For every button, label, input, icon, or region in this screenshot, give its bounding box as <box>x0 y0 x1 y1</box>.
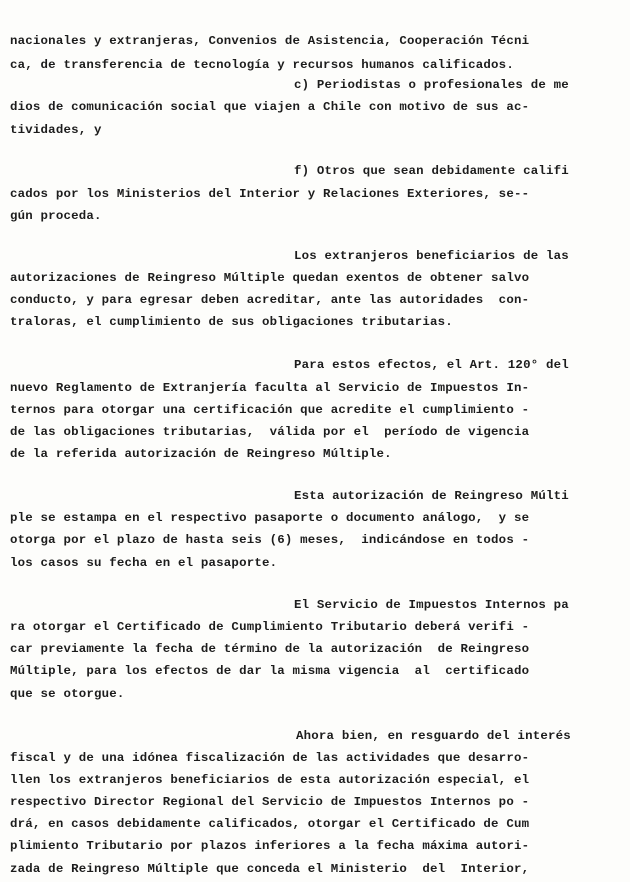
text-line: dios de comunicación social que viajen a Chile con motivo de sus ac- <box>10 100 530 114</box>
text-line: Esta autorización de Reingreso Múlti <box>294 489 569 503</box>
text-line: traloras, el cumplimiento de sus obligaciones tributarias. <box>10 315 453 329</box>
text-line: de las obligaciones tributarias, válida por el período de vigencia <box>10 425 530 439</box>
text-line: los casos su fecha en el pasaporte. <box>10 556 278 570</box>
text-line: drá, en casos debidamente calificados, otorgar el Certificado de Cum <box>10 817 530 831</box>
text-line: Para estos efectos, el Art. 120° del <box>294 358 569 372</box>
text-line: conducto, y para egresar deben acreditar, ante las autoridades con- <box>10 293 530 307</box>
text-line: Ahora bien, en resguardo del interés <box>296 729 571 743</box>
text-line: f) Otros que sean debidamente califi <box>294 164 569 178</box>
text-line: que se otorgue. <box>10 687 125 701</box>
text-line: tividades, y <box>10 123 102 137</box>
text-line: de la referida autorización de Reingreso Múltiple. <box>10 447 392 461</box>
text-line: gún proceda. <box>10 209 102 223</box>
text-line: c) Periodistas o profesionales de me <box>294 78 569 92</box>
text-line: cados por los Ministerios del Interior y Relaciones Exteriores, se-- <box>10 187 530 201</box>
text-line: nuevo Reglamento de Extranjería faculta al Servicio de Impuestos In- <box>10 381 530 395</box>
text-line: fiscal y de una idónea fiscalización de las actividades que desarro- <box>10 751 530 765</box>
text-line: respectivo Director Regional del Servicio de Impuestos Internos po - <box>10 795 530 809</box>
text-line: plimiento Tributario por plazos inferiores a la fecha máxima autori- <box>10 839 530 853</box>
text-line: zada de Reingreso Múltiple que conceda el Ministerio del Interior, <box>10 862 530 876</box>
text-line: El Servicio de Impuestos Internos pa <box>294 598 569 612</box>
text-line: otorga por el plazo de hasta seis (6) meses, indicándose en todos - <box>10 533 530 547</box>
text-line: ca, de transferencia de tecnología y recursos humanos calificados. <box>10 58 514 72</box>
text-line: autorizaciones de Reingreso Múltiple quedan exentos de obtener salvo <box>10 271 530 285</box>
text-line: ternos para otorgar una certificación que acredite el cumplimiento - <box>10 403 530 417</box>
text-line: ra otorgar el Certificado de Cumplimiento Tributario deberá verifi - <box>10 620 530 634</box>
text-line: llen los extranjeros beneficiarios de esta autorización especial, el <box>10 773 530 787</box>
text-line: ple se estampa en el respectivo pasaporte o documento análogo, y se <box>10 511 530 525</box>
text-line: car previamente la fecha de término de la autorización de Reingreso <box>10 642 530 656</box>
text-line: Múltiple, para los efectos de dar la misma vigencia al certificado <box>10 664 530 678</box>
text-line: nacionales y extranjeras, Convenios de Asistencia, Cooperación Técni <box>10 34 530 48</box>
text-line: Los extranjeros beneficiarios de las <box>294 249 569 263</box>
